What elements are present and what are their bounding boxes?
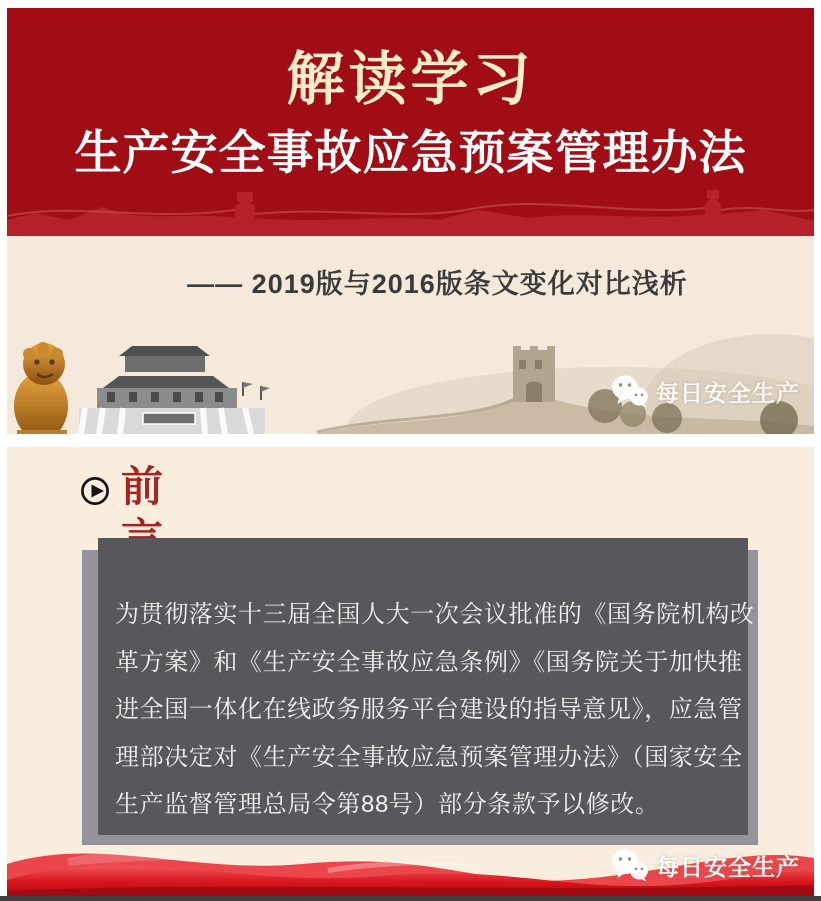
edition-tagline: —— 2019版与2016版条文变化对比浅析 [187,269,688,299]
foreword-body-line: 进全国一体化在线政务服务平台建设的指导意见》，应急管 [115,696,743,723]
foreword-heading-char-top: 前 [121,463,164,510]
wechat-icon [611,374,649,408]
watermark [611,374,800,408]
bottom-edge-bar [0,896,821,901]
intro-section [7,236,814,434]
header-banner [7,8,814,236]
watermark-label: 每日安全生产 [656,379,800,406]
foreword-body-line: 为贯彻落实十三届全国人大一次会议批准的《国务院机构改 [115,601,755,628]
banner-title: 解读学习 [286,47,535,112]
watermark-label: 每日安全生产 [656,853,800,880]
watermark [611,848,800,882]
great-wall-lineart-icon [7,166,814,236]
scenery-illustration [7,304,814,434]
banner-subtitle: 生产安全事故应急预案管理办法 [74,126,747,179]
wechat-icon [611,848,649,882]
foreword-body-line: 理部决定对《生产安全事故应急预案管理办法》（国家安全 [115,743,743,771]
foreword-body-line: 革方案》和《生产安全事故应急条例》《国务院关于加快推 [115,648,743,676]
foreword-panel [98,538,755,835]
foreword-section [7,447,814,896]
foreword-body-line: 生产监督管理总局令第88号）部分条款予以修改。 [115,791,660,818]
play-icon [80,476,110,511]
